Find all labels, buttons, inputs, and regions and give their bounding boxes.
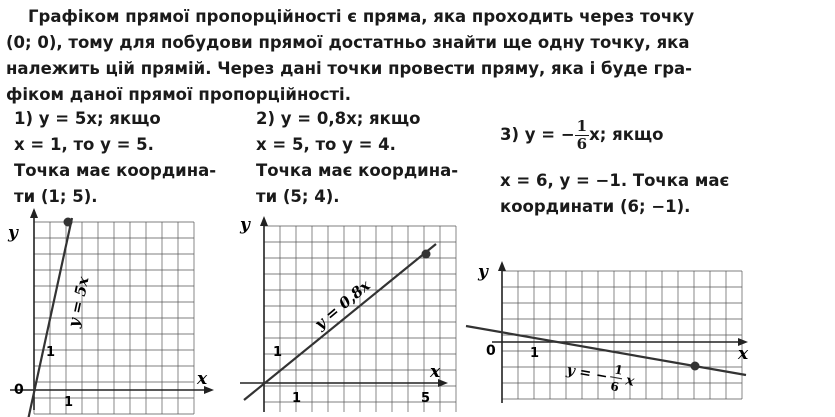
point-5-4 — [422, 250, 431, 259]
point-6-neg1 — [691, 362, 700, 371]
case-1-line: 1) y = 5x; якщо — [14, 109, 161, 128]
origin-label-3: 0 — [486, 343, 496, 359]
case-3-text — [500, 168, 729, 220]
graph-2 — [230, 200, 470, 417]
x-axis-label-2: x — [430, 362, 441, 382]
case-1-line: x = 1, то y = 5. — [14, 135, 154, 154]
case-3-prefix: 3) y = − — [500, 125, 575, 144]
case-2-line: x = 5, то y = 4. — [256, 135, 396, 154]
case-2-text — [256, 106, 458, 210]
point-1-5 — [64, 218, 73, 227]
grid-3 — [502, 271, 742, 399]
x-axis-label-3: x — [738, 344, 749, 364]
line-label-1: y = 5x — [64, 275, 93, 329]
case-3-fraction — [575, 118, 589, 153]
fraction-numerator: 1 — [576, 117, 588, 135]
line-label-3 — [563, 354, 637, 397]
y-axis-label-1: y — [8, 223, 18, 243]
case-3-heading — [500, 118, 663, 153]
case-1-line: ти (1; 5). — [14, 187, 98, 206]
line-label-3-num: 1 — [613, 362, 624, 378]
case-2-line: ти (5; 4). — [256, 187, 340, 206]
tick-y-label-2: 1 — [273, 345, 283, 360]
graph-3 — [462, 255, 762, 405]
y-axis-arrow-1 — [30, 208, 38, 218]
case-3-line: x = 6, y = −1. Точка має — [500, 171, 730, 190]
line-label-3-prefix: y = − — [565, 362, 609, 386]
case-2-line: 2) y = 0,8x; якщо — [256, 109, 421, 128]
tick-x1-label-2: 1 — [292, 391, 302, 406]
x-axis-label-1: x — [197, 369, 208, 389]
line-label-3-suffix: x — [624, 372, 636, 390]
y-axis-label-3: y — [478, 262, 488, 282]
grid-1 — [34, 222, 194, 414]
origin-label-1: 0 — [14, 382, 24, 398]
y-axis-arrow-2 — [260, 216, 268, 226]
tick-x5-label-2: 5 — [421, 391, 431, 406]
intro-line: Графіком прямої пропорційності є пряма, яка проходить через точку — [28, 7, 695, 26]
y-axis-label-2: y — [240, 215, 250, 235]
fraction-denominator: 6 — [576, 135, 588, 153]
case-2-line: Точка має координа- — [256, 161, 459, 180]
intro-line: (0; 0), тому для побудови прямої достатньо знайти ще одну точку, яка — [6, 33, 690, 52]
intro-paragraph — [6, 4, 826, 108]
case-1-text — [14, 106, 216, 210]
tick-y-label-1: 1 — [46, 345, 56, 360]
case-3-suffix: x; якщо — [589, 125, 664, 144]
tick-x-label-1: 1 — [64, 395, 74, 410]
line-label-3-den: 6 — [609, 379, 621, 395]
tick-x-label-3: 1 — [530, 346, 540, 361]
line-label-2: y = 0,8x — [311, 276, 374, 334]
case-3-line: координати (6; −1). — [500, 197, 691, 216]
intro-line: належить цій прямій. Через дані точки провести пряму, яка і буде гра- — [6, 59, 693, 78]
graph-1 — [0, 200, 220, 417]
intro-line: фіком даної прямої пропорційності. — [6, 85, 351, 104]
case-1-line: Точка має координа- — [14, 161, 217, 180]
graph-line-3 — [466, 326, 746, 378]
y-axis-arrow-3 — [498, 261, 506, 271]
